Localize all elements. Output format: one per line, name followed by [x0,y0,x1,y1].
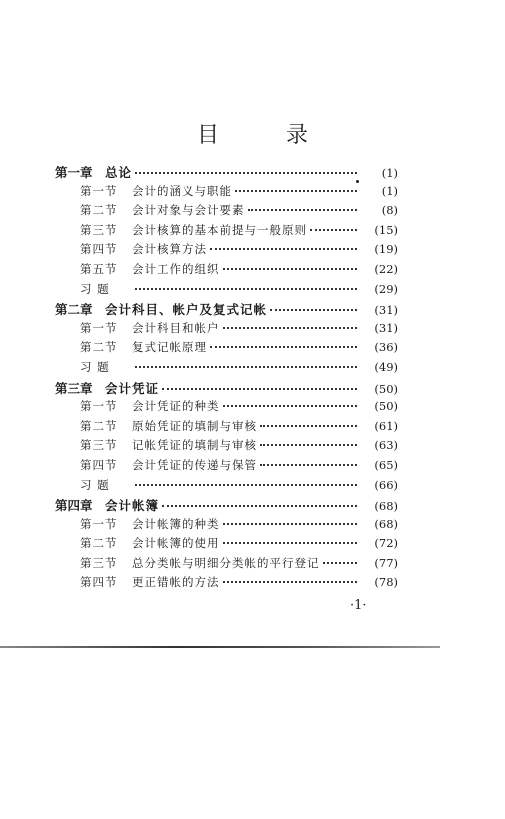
toc-entry-number: 第三节 [80,555,118,570]
toc-entry-page: (66) [374,477,398,492]
page-number: ·1· [350,598,367,613]
toc-entry-number: 习 题 [80,281,110,296]
toc-leader-dots [162,505,357,507]
toc-entry-title: 更正错帐的方法 [132,575,220,590]
page-bottom-rule [0,646,440,648]
toc-entry-number: 第二节 [80,203,118,218]
toc-leader-dots [310,229,357,231]
toc-entry-number: 第四节 [80,242,118,257]
toc-entry-title: 总论 [105,165,133,180]
toc-entry-page: (61) [374,418,398,433]
toc-entry-number: 第一节 [80,183,118,198]
toc-entry-page: (31) [374,320,398,335]
toc-leader-dots [135,172,357,174]
toc-entry-title: 会计凭证的种类 [132,399,220,414]
toc-section-row [55,555,398,575]
toc-entry-number: 第一节 [80,320,118,335]
toc-entry-title: 会计帐簿 [105,498,160,514]
toc-section-row [55,359,398,379]
toc-section-row [55,183,398,203]
toc-leader-dots [248,209,358,211]
toc-entry-page: (36) [374,340,398,355]
toc-entry-page: (8) [381,203,398,218]
toc-entry-page: (72) [374,536,398,551]
toc-section-row [55,398,398,418]
toc-entry-title: 会计核算方法 [132,242,207,257]
toc-entry-page: (50) [374,399,398,414]
toc-section-row [55,437,398,457]
toc-leader-dots [223,581,358,583]
toc-entry-page: (1) [381,166,398,180]
toc-leader-dots [260,444,357,446]
page-title: 目 录 [197,123,338,148]
toc-entry-page: (22) [374,261,398,276]
toc-entry-number: 第二章 [55,302,93,318]
scan-speck [356,180,359,183]
toc-section-row [55,457,398,477]
toc-section-row [55,418,398,438]
toc-entry-number: 第一节 [80,399,118,414]
toc-chapter-row [55,379,398,399]
toc-entry-title: 会计帐簿的使用 [132,536,220,551]
toc-entry-title: 会计科目、帐户及复式记帐 [105,302,268,318]
toc-leader-dots [223,523,358,525]
toc-entry-number: 习 题 [80,359,110,374]
toc-entry-number: 第五节 [80,261,118,276]
toc-entry-number: 第二节 [80,340,118,355]
toc-entry-title: 记帐凭证的填制与审核 [132,438,257,453]
toc-entry-title: 会计工作的组织 [132,261,220,276]
toc-section-row [55,241,398,261]
toc-entry-page: (29) [374,281,398,296]
toc-entry-page: (77) [374,555,398,570]
toc-section-row [55,261,398,281]
toc-section-row [55,320,398,340]
toc-entry-number: 第三章 [55,380,93,396]
toc-entry-title: 会计科目和帐户 [132,320,220,335]
toc-leader-dots [223,405,358,407]
toc-entry-title: 会计核算的基本前提与一般原则 [132,222,307,237]
toc-chapter-row [55,163,398,183]
toc-section-row [55,281,398,301]
toc-leader-dots [323,562,358,564]
toc-leader-dots [162,388,357,390]
toc-entry-number: 第四节 [80,575,118,590]
toc-entry-page: (15) [374,222,398,237]
toc-entry-title: 总分类帐与明细分类帐的平行登记 [132,555,320,570]
toc-entry-number: 第四章 [55,498,93,514]
toc-entry-number: 第一章 [55,165,93,180]
toc-leader-dots [235,190,357,192]
toc-leader-dots [135,484,357,486]
toc-leader-dots [210,346,357,348]
toc-entry-number: 第三节 [80,438,118,453]
toc-section-row [55,477,398,497]
toc-entry-page: (68) [374,499,398,514]
toc-entry-page: (78) [374,575,398,590]
toc-leader-dots [223,268,358,270]
toc-leader-dots [270,309,357,311]
toc-section-row [55,222,398,242]
toc-section-row [55,535,398,555]
toc-entry-title: 会计凭证 [105,380,160,396]
toc-entry-number: 第四节 [80,457,118,472]
toc-entry-page: (1) [381,183,398,198]
toc-entry-number: 第一节 [80,516,118,531]
toc-chapter-row [55,496,398,516]
toc-leader-dots [223,542,358,544]
toc-entry-page: (50) [374,381,398,396]
toc-section-row [55,574,398,594]
toc-entry-number: 第二节 [80,536,118,551]
toc-entry-title: 会计凭证的传递与保管 [132,457,257,472]
toc-entry-page: (49) [374,359,398,374]
toc-chapter-row [55,300,398,320]
toc-entry-title: 会计帐簿的种类 [132,516,220,531]
toc-entry-number: 第二节 [80,418,118,433]
toc-entry-page: (63) [374,438,398,453]
toc-entry-title: 会计的涵义与职能 [132,183,232,198]
toc-leader-dots [210,248,357,250]
toc-leader-dots [135,288,357,290]
toc-entry-title: 会计对象与会计要素 [132,203,245,218]
table-of-contents [55,163,398,594]
toc-entry-page: (68) [374,516,398,531]
toc-section-row [55,516,398,536]
toc-leader-dots [260,464,357,466]
toc-entry-number: 第三节 [80,222,118,237]
toc-entry-title: 复式记帐原理 [132,340,207,355]
toc-entry-page: (19) [374,242,398,257]
toc-leader-dots [223,327,358,329]
toc-section-row [55,339,398,359]
toc-entry-number: 习 题 [80,477,110,492]
toc-section-row [55,202,398,222]
toc-entry-page: (65) [374,457,398,472]
toc-entry-title: 原始凭证的填制与审核 [132,418,257,433]
toc-leader-dots [260,425,357,427]
toc-entry-page: (31) [374,303,398,318]
toc-leader-dots [135,366,357,368]
